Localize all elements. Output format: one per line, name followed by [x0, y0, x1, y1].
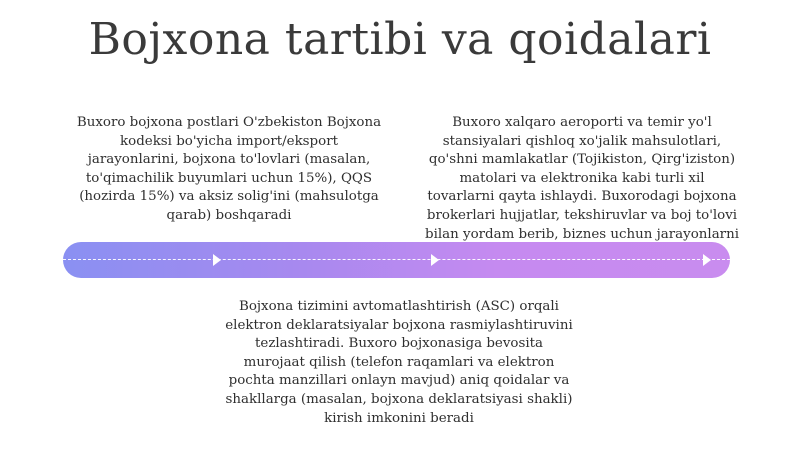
timeline-item-3-text: Bojxona tizimini avtomatlashtirish (ASC) orqali elektron deklaratsiyalar bojxona rasmiylashtiruvini tezlashtiradi. Buxoro bojxonasiga bevosita murojaat qilish (telefon raqamlari va elektron pochta manzillari onlayn mavjud) aniq qoidalar va shakllarga (masalan, bojxona deklaratsiyasi shakli) kirish imkonini beradi [225, 299, 573, 426]
timeline-arrow-icon [431, 254, 439, 266]
timeline-item-2-text: Buxoro xalqaro aeroporti va temir yo'l stansiyalari qishloq xo'jalik mahsulotlari, qo'shni mamlakatlar (Tojikiston, Qirg'iziston) matolari va elektronika kabi turli xil tovarlarni qayta ishlaydi. Buxorodagi bojxona brokerlari hujjatlar, tekshiruvlar va boj to'lovi bilan yordam berib, biznes uchun jarayonlarni [425, 115, 739, 242]
timeline-dashed-line [63, 259, 730, 260]
slide-title: Bojxona tartibi va qoidalari [88, 14, 712, 65]
timeline-arrow-icon [213, 254, 221, 266]
timeline-bar [63, 242, 730, 278]
timeline-item-1-text: Buxoro bojxona postlari O'zbekiston Bojxona kodeksi bo'yicha import/eksport jarayonlarini, bojxona to'lovlari (masalan, to'qimachilik buyumlari uchun 15%), QQS (hozirda 15%) va aksiz solig'ini (mahsulotga qarab) boshqaradi [76, 115, 382, 223]
timeline-arrow-icon [703, 254, 711, 266]
